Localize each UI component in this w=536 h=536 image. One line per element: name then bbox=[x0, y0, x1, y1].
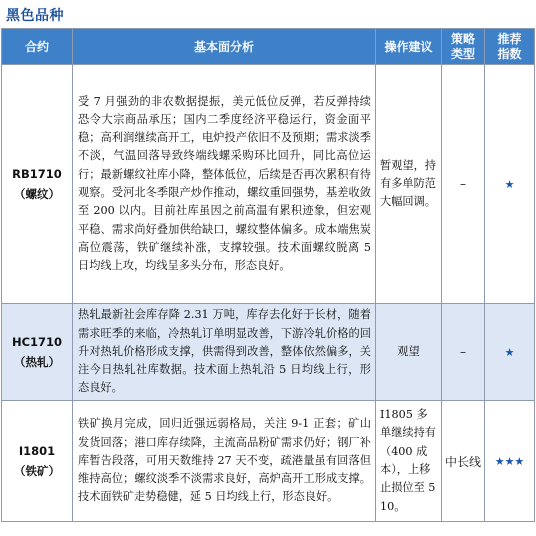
contract-name: （热轧） bbox=[14, 355, 60, 369]
futures-table bbox=[1, 28, 535, 522]
header-strategy-type: 策略 类型 bbox=[442, 29, 485, 65]
advice-cell: 观望 bbox=[376, 304, 442, 401]
contract-code: RB1710 bbox=[12, 167, 62, 181]
contract-cell bbox=[2, 304, 73, 401]
contract-name: （螺纹） bbox=[14, 187, 60, 201]
analysis-cell: 受 7 月强劲的非农数据提振，美元低位反弹，若反弹持续恐令大宗商品承压；国内二季度经济平稳运行，资金面平稳；高利润继续高开工，电炉投产依旧不及预期；需求淡季不淡，气温回落导致终端线螺采购环比回升，同比高位运行；最新螺纹社库小降，整体低位，后续是否再次累积有待观察。受河北冬季限产炒作推动，螺纹重回强势，基差收敛至 200 以内。目前社库虽因之前高温有累积迹象，但宏观平稳、需求尚好叠加供给缺口，螺纹整体偏多。成本端焦炭高位震荡，铁矿继续补涨，支撑较强。技术面螺纹脱离 5 日均线上攻，均线呈多头分布，形态良好。 bbox=[73, 65, 376, 304]
contract-code: HC1710 bbox=[11, 335, 63, 349]
recommend-stars: ★ bbox=[485, 65, 535, 304]
contract-name: （铁矿） bbox=[14, 464, 60, 478]
contract-cell bbox=[2, 65, 73, 304]
header-analysis: 基本面分析 bbox=[73, 29, 376, 65]
contract-code: I1801 bbox=[18, 444, 56, 458]
strategy-type-cell: – bbox=[442, 304, 485, 401]
section-title: 黑色品种 bbox=[6, 8, 64, 24]
advice-cell: 暂观望，持有多单防范大幅回调。 bbox=[376, 65, 442, 304]
table-row bbox=[2, 304, 535, 401]
advice-cell: I1805 多单继续持有（400 成本），上移止损位至 510。 bbox=[376, 401, 442, 522]
recommend-stars: ★ bbox=[485, 304, 535, 401]
table-row bbox=[2, 65, 535, 304]
analysis-cell: 铁矿换月完成，回归近强远弱格局，关注 9-1 正套；矿山发货回落；港口库存续降，主流高品粉矿需求仍好；钢厂补库暂告段落，可用天数维持 27 天不变，疏港量虽有回落但维持高位；螺纹淡季不淡需求良好，高炉高开工形成支撑。技术面铁矿走势稳健，延 5 日均线上行，形态良好。 bbox=[73, 401, 376, 522]
recommend-stars: ★★★ bbox=[485, 401, 535, 522]
analysis-cell: 热轧最新社会库存降 2.31 万吨，库存去化好于长材，随着需求旺季的来临，冷热轧订单明显改善，下游冷轧价格的回升对热轧价格形成支撑，供需得到改善，整体依然偏多，关注今日热轧社库数据。技术面上热轧沿 5 日均线上行，形态良好。 bbox=[73, 304, 376, 401]
header-contract: 合约 bbox=[2, 29, 73, 65]
strategy-type-cell: 中长线 bbox=[442, 401, 485, 522]
strategy-type-cell: – bbox=[442, 65, 485, 304]
header-recommend-index: 推荐 指数 bbox=[485, 29, 535, 65]
header-advice: 操作建议 bbox=[376, 29, 442, 65]
table-header-row bbox=[2, 29, 535, 65]
contract-cell bbox=[2, 401, 73, 522]
table-row bbox=[2, 401, 535, 522]
